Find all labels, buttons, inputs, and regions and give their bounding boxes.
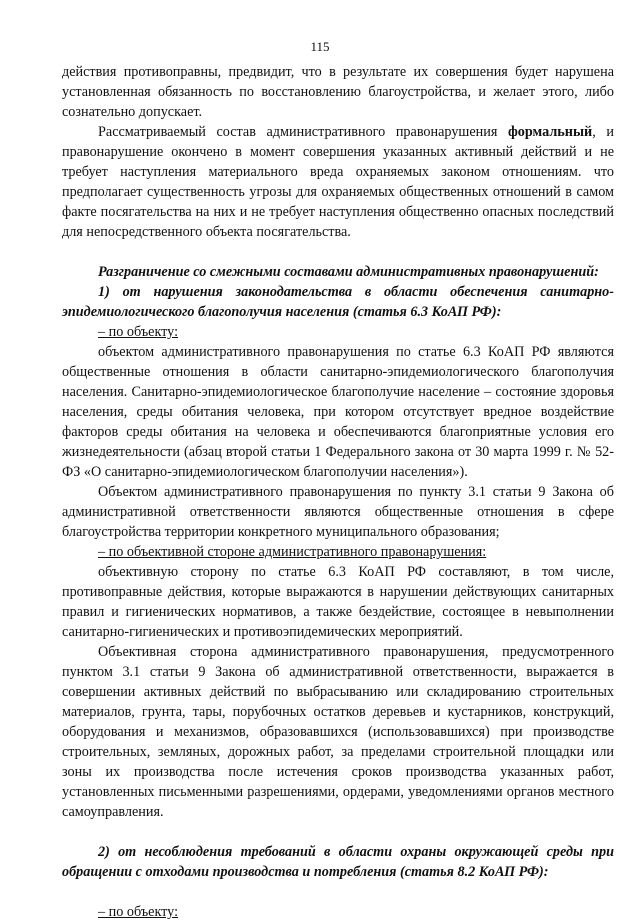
bold-term: формальный <box>507 124 593 140</box>
subheading-object <box>62 322 614 342</box>
page-content <box>62 62 614 922</box>
spacer <box>62 242 614 262</box>
paragraph-objective-3-1: Объективная сторона административного правонарушения, предусмотренного пунктом 3.1 статьи 9 Закона об административной ответственности, выражается в совершении активных действий по выбрасыванию или складированию строительных материалов, грунта, тары, порубочных остатков деревьев и кустарников, конструкций, оборудования и механизмов, образовавшихся (использовавшихся) при производстве строительных, земляных, дорожных работ, за пределами строительной площадки или зоны их производства после истечения сроков производства указанных работ, установленных письменными разрешениями, ордерами, уведомлениями органов местного самоуправления. <box>62 644 614 820</box>
paragraph-continuation: действия противоправны, предвидит, что в результате их совершения будет нарушена установленная обязанность по восстановлению благоустройства, и желает этого, либо сознательно допускает. <box>62 64 614 120</box>
subsection-heading: 2) от несоблюдения требований в области охраны окружающей среды при обращении с отходами производства и потребления (статья 8.2 КоАП РФ): <box>62 844 614 880</box>
page-number: 115 <box>310 39 330 54</box>
paragraph-object-3-1: Объектом административного правонарушения по пункту 3.1 статьи 9 Закона об административной ответственности являются общественные отношения в сфере благоустройства территории конкретного муниципального образования; <box>62 484 614 540</box>
section-heading: Разграничение со смежными составами административных правонарушений: <box>98 264 599 280</box>
paragraph-text: , и правонарушение окончено в момент совершения указанных активный действий и не требует наступления материального вреда охраняемых законом отношениям. что предполагает существенность угрозы для охраняемых общественных отношений в самом факте посягательства на них и не требует наступления общественно опасных последствий для непосредственного объекта посягательства. <box>62 124 614 240</box>
paragraph-objective-6-3: объективную сторону по статье 6.3 КоАП РФ составляют, в том числе, противоправные действия, которые выражаются в нарушении действующих санитарных правил и гигиенических нормативов, а также бездействие, состоящее в невыполнении санитарно-гигиенических и противоэпидемических мероприятий. <box>62 564 614 640</box>
subheading-objective-side <box>62 542 614 562</box>
spacer <box>62 882 614 902</box>
paragraph-text: Рассматриваемый состав административного правонарушения <box>98 124 508 140</box>
spacer <box>62 822 614 842</box>
subheading-object <box>62 902 614 922</box>
underlined-text: – по объекту: <box>98 324 179 340</box>
underlined-text: – по объекту: <box>98 904 179 920</box>
paragraph-formal-composition <box>62 122 614 242</box>
subsection-heading: 1) от нарушения законодательства в области обеспечения санитарно-эпидемиологического благополучия населения (статья 6.3 КоАП РФ): <box>62 284 614 320</box>
paragraph-object-6-3: объектом административного правонарушения по статье 6.3 КоАП РФ являются общественные отношения в области санитарно-эпидемиологического благополучия населения. Санитарно-эпидемиологическое благополучие население – состояние здоровья населения, среды обитания человека, при котором отсутствует вредное воздействие факторов среды обитания на человека и обеспечиваются благоприятные условия его жизнедеятельности (абзац второй статьи 1 Федерального закона от 30 марта 1999 г. № 52-ФЗ «О санитарно-эпидемиологическом благополучии населения»). <box>62 344 614 480</box>
underlined-text: – по объективной стороне административного правонарушения: <box>98 544 487 560</box>
